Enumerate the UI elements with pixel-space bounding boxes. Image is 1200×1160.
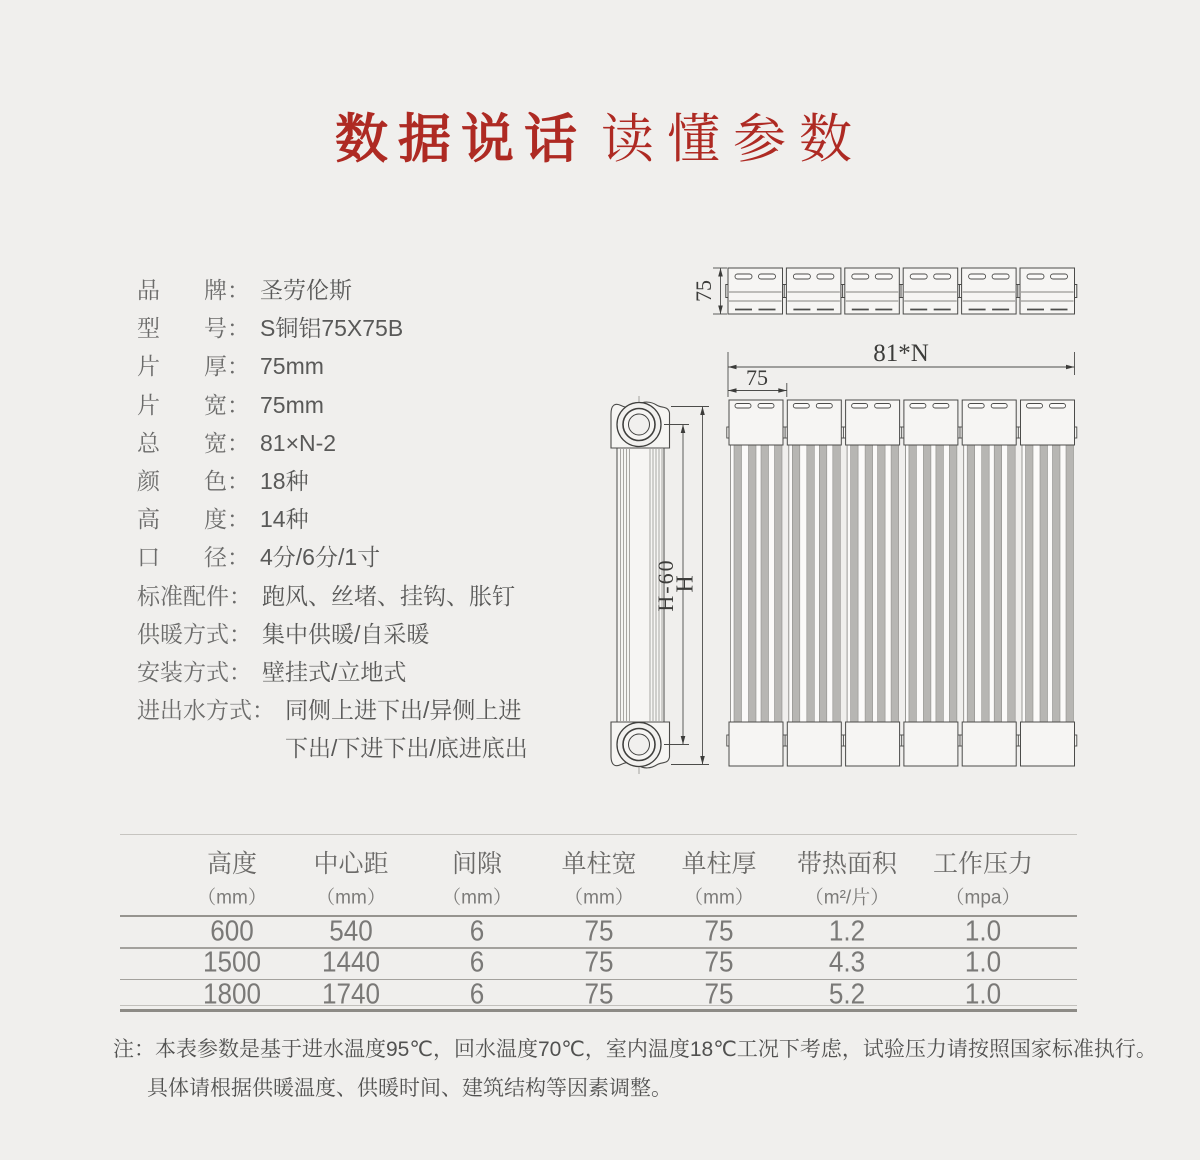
table-cell: 1.2 bbox=[828, 915, 866, 947]
top-view-drawing bbox=[691, 268, 1077, 314]
table-cell: 600 bbox=[210, 915, 254, 947]
spec-colon: ： bbox=[227, 391, 250, 418]
table-rule-top bbox=[120, 834, 1077, 835]
spec-value: S铜铝75X75B bbox=[260, 315, 404, 342]
dim-total-width-label: 81*N bbox=[873, 340, 929, 367]
spec-value: 跑风、丝堵、挂钩、胀钉 bbox=[262, 582, 515, 609]
spec-label: 进出水方式 bbox=[137, 697, 252, 724]
table-header: 单柱宽 bbox=[561, 850, 637, 878]
table-cell: 75 bbox=[704, 915, 734, 947]
spec-colon: ： bbox=[229, 582, 252, 609]
footnote-prefix: 注： bbox=[113, 1038, 155, 1061]
table-cell: 75 bbox=[704, 946, 734, 979]
spec-value: 75mm bbox=[260, 353, 324, 380]
spec-label: 总宽 bbox=[137, 429, 227, 456]
table-cell: 1.0 bbox=[964, 946, 1002, 979]
table-header: 高度 bbox=[206, 850, 258, 878]
dim-depth-label: 75 bbox=[691, 280, 717, 302]
table-cell: 75 bbox=[584, 946, 614, 979]
spec-colon: ： bbox=[229, 659, 252, 686]
table-header: 中心距 bbox=[313, 850, 389, 878]
table-cell: 1440 bbox=[321, 946, 381, 979]
table-cell: 6 bbox=[469, 946, 485, 979]
spec-colon: ： bbox=[227, 315, 250, 342]
dim-center-height-label: H-60 bbox=[653, 558, 678, 612]
table-header: 带热面积 bbox=[796, 850, 898, 878]
spec-label: 高度 bbox=[137, 506, 227, 533]
table-header: 工作压力 bbox=[932, 850, 1034, 878]
spec-label: 颜色 bbox=[137, 468, 227, 495]
spec-label: 标准配件 bbox=[137, 582, 229, 609]
spec-label: 品牌 bbox=[137, 277, 227, 303]
parameter-table bbox=[120, 834, 1077, 1012]
spec-colon: ： bbox=[227, 506, 250, 533]
table-cell: 1800 bbox=[202, 978, 262, 1010]
front-view-drawing bbox=[727, 400, 1077, 766]
table-header-unit: （mm） bbox=[316, 887, 386, 909]
table-header-unit: （mm） bbox=[442, 887, 512, 909]
table-cell: 75 bbox=[584, 978, 614, 1010]
spec-label: 口径 bbox=[137, 544, 227, 571]
spec-value: 75mm bbox=[260, 391, 324, 418]
width-dimensions bbox=[728, 340, 1075, 397]
spec-colon: ： bbox=[252, 697, 275, 724]
table-cell: 1.0 bbox=[964, 978, 1002, 1010]
dim-total-height-label: H bbox=[672, 575, 699, 593]
spec-value: 18种 bbox=[260, 468, 309, 495]
spec-label: 供暖方式 bbox=[137, 620, 229, 647]
title-main: 数据说话 bbox=[335, 110, 587, 169]
table-header: 单柱厚 bbox=[681, 850, 757, 878]
table-header: 间隙 bbox=[451, 850, 503, 878]
dim-section-width-label: 75 bbox=[746, 365, 768, 390]
table-cell: 4.3 bbox=[828, 946, 866, 979]
footnote-line1: 本表参数是基于进水温度95℃，回水温度70℃，室内温度18℃工况下考虑，试验压力请按照国家标准执行。 bbox=[155, 1038, 1157, 1061]
spec-label: 片厚 bbox=[137, 353, 227, 380]
table-cell: 1740 bbox=[321, 978, 381, 1010]
table-header-unit: （m²/片） bbox=[804, 887, 890, 909]
table-cell: 5.2 bbox=[828, 978, 866, 1010]
table-header-unit: （mm） bbox=[684, 887, 754, 909]
table-header-unit: （mm） bbox=[564, 887, 634, 909]
table-cell: 75 bbox=[704, 978, 734, 1010]
spec-value: 4分/6分/1寸 bbox=[260, 544, 381, 571]
spec-value: 同侧上进下出/异侧上进 下出/下进下出/底进底出 bbox=[285, 691, 528, 767]
spec-value: 14种 bbox=[260, 506, 309, 533]
footnote-line2: 具体请根据供暖温度、供暖时间、建筑结构等因素调整。 bbox=[147, 1077, 672, 1100]
table-cell: 1500 bbox=[202, 946, 262, 979]
spec-value: 圣劳伦斯 bbox=[260, 277, 352, 303]
spec-label: 片宽 bbox=[137, 391, 227, 418]
table-cell: 1.0 bbox=[964, 915, 1002, 947]
spec-colon: ： bbox=[229, 620, 252, 647]
table-cell: 540 bbox=[329, 915, 373, 947]
table-cell: 6 bbox=[469, 978, 485, 1010]
spec-label: 安装方式 bbox=[137, 659, 229, 686]
spec-label: 型号 bbox=[137, 315, 227, 342]
spec-colon: ： bbox=[227, 277, 250, 303]
spec-value: 集中供暖/自采暖 bbox=[262, 620, 430, 647]
title-sub: 读懂参数 bbox=[601, 110, 865, 169]
spec-colon: ： bbox=[227, 429, 250, 456]
table-cell: 6 bbox=[469, 915, 485, 947]
table-cell: 75 bbox=[584, 915, 614, 947]
spec-colon: ： bbox=[227, 544, 250, 571]
spec-colon: ： bbox=[227, 353, 250, 380]
spec-value-line2: 下出/下进下出/底进底出 bbox=[285, 735, 528, 762]
spec-colon: ： bbox=[227, 468, 250, 495]
spec-value: 壁挂式/立地式 bbox=[262, 659, 407, 686]
footnote bbox=[113, 1037, 1157, 1102]
table-header-unit: （mpa） bbox=[945, 887, 1021, 909]
table-header-unit: （mm） bbox=[197, 887, 267, 909]
spec-value: 81×N-2 bbox=[260, 429, 337, 456]
